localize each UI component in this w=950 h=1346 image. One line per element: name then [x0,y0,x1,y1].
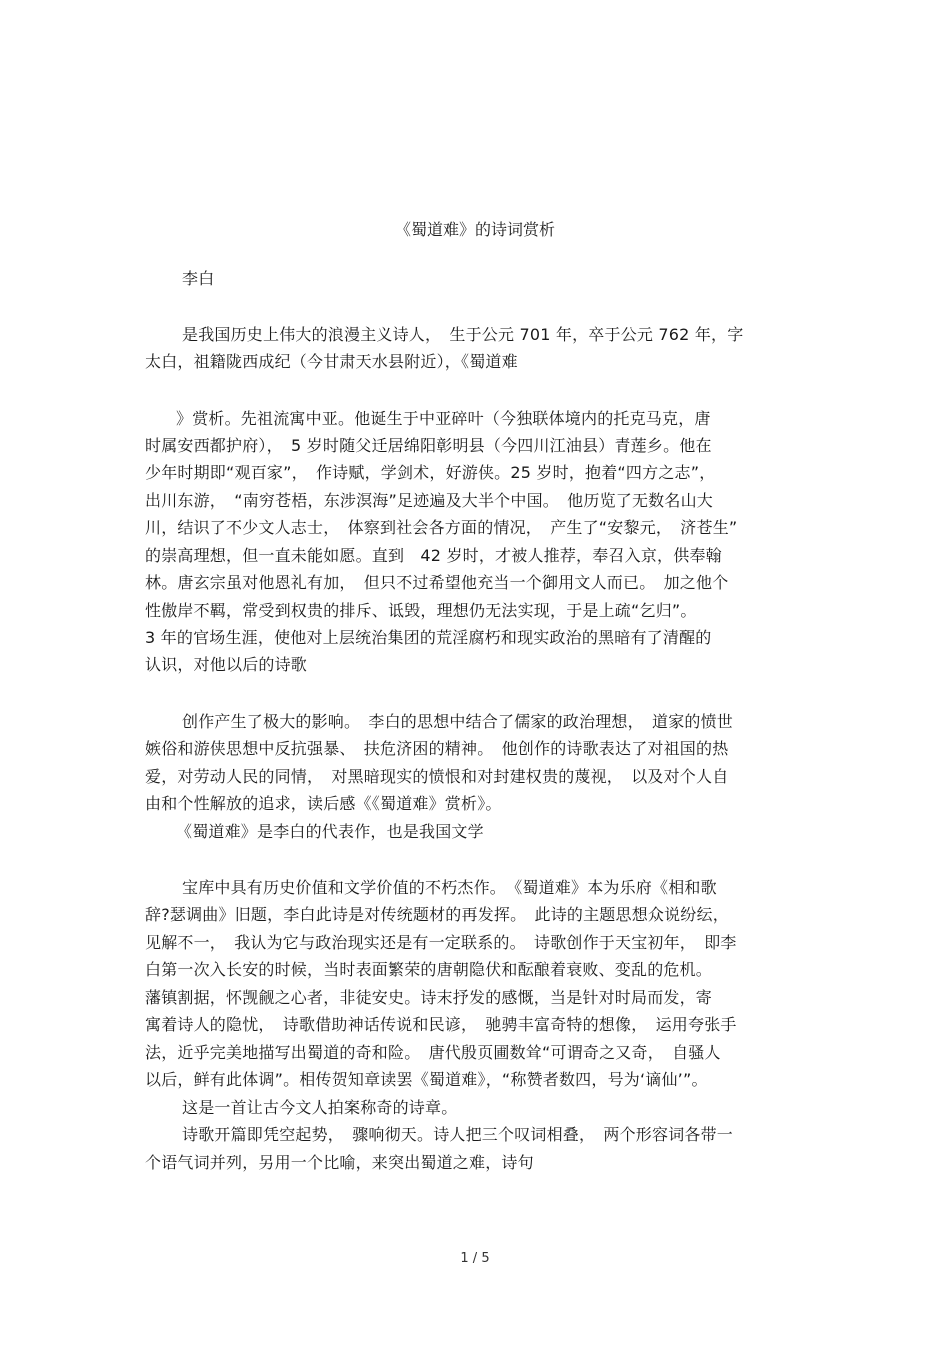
paragraph-line: 太白，祖籍陇西成纪（今甘肃天水县附近），《蜀道难 [145,352,518,371]
paragraph-line: 是我国历史上伟大的浪漫主义诗人， 生于公元 701 年，卒于公元 762 年，字 [182,325,744,344]
paragraph-line: 宝库中具有历史价值和文学价值的不朽杰作。 《蜀道难》本为乐府《相和歌 [182,878,717,897]
paragraph-line: 寓着诗人的隐忧， 诗歌借助神话传说和民谚， 驰骋丰富奇特的想像， 运用夸张手 [145,1015,737,1034]
paragraph-line: 《蜀道难》是李白的代表作，也是我国文学 [176,822,484,841]
paragraph-line: 由和个性解放的追求，读后感《《蜀道难》赏析》。 [145,794,502,813]
paragraph-line: 》赏析。先祖流寓中亚。他诞生于中亚碎叶（今独联体境内的托克马克，唐 [176,409,711,428]
paragraph-line: 林。唐玄宗虽对他恩礼有加， 但只不过希望他充当一个御用文人而已。 加之他个 [145,573,729,592]
paragraph-line: 嫉俗和游侠思想中反抗强暴、 扶危济困的精神。 他创作的诗歌表达了对祖国的热 [145,739,729,758]
paragraph-line: 白第一次入长安的时候，当时表面繁荣的唐朝隐伏和酝酿着衰败、变乱的危机。 [145,960,713,979]
paragraph-line: 川，结识了不少文人志士， 体察到社会各方面的情况， 产生了“安黎元， 济苍生” [145,518,738,537]
paragraph-line: 这是一首让古今文人拍案称奇的诗章。 [182,1098,458,1117]
paragraph-line: 见解不一， 我认为它与政治现实还是有一定联系的。 诗歌创作于天宝初年， 即李 [145,933,737,952]
author-line: 李白 [182,269,215,288]
paragraph-line: 的崇高理想，但一直未能如愿。直到 42 岁时，才被人推荐，奉召入京，供奉翰 [145,546,722,565]
paragraph-line: 出川东游， “南穷苍梧，东涉溟海”足迹遍及大半个中国。 他历览了无数名山大 [145,491,713,510]
paragraph-line: 爱，对劳动人民的同情， 对黑暗现实的愤恨和对封建权贵的蔑视， 以及对个人自 [145,767,729,786]
paragraph-line: 3 年的官场生涯，使他对上层统治集团的荒淫腐朽和现实政治的黑暗有了清醒的 [145,628,712,647]
page-number: 1 / 5 [460,1251,490,1266]
paragraph-line: 性傲岸不羁，常受到权贵的排斥、诋毁，理想仍无法实现，于是上疏“乞归”。 [145,601,697,620]
paragraph-line: 法，近乎完美地描写出蜀道的奇和险。 唐代殷页圃数耸“可谓奇之又奇， 自骚人 [145,1043,721,1062]
paragraph-line: 创作产生了极大的影响。 李白的思想中结合了儒家的政治理想， 道家的愤世 [182,712,734,731]
paragraph-line: 少年时期即“观百家”， 作诗赋，学剑术，好游侠。25 岁时，抱着“四方之志”， [145,463,716,482]
paragraph-line: 辞?瑟调曲》旧题，李白此诗是对传统题材的再发挥。 此诗的主题思想众说纷纭， [145,905,729,924]
paragraph-line: 个语气词并列，另用一个比喻，来突出蜀道之难，诗句 [145,1153,534,1172]
paragraph-line: 时属安西都护府）， 5 岁时随父迁居绵阳彰明县（今四川江油县）青莲乡。他在 [145,436,712,455]
document-title: 《蜀道难》的诗词赏析 [394,220,555,239]
paragraph-line: 认识，对他以后的诗歌 [145,655,308,674]
paragraph-line: 以后，鲜有此体调”。相传贺知章读罢《蜀道难》，“称赞者数四，号为‘谪仙’”。 [145,1070,708,1089]
paragraph-line: 藩镇割据，怀觊觎之心者，非徒安史。诗末抒发的感慨，当是针对时局而发，寄 [145,988,713,1007]
paragraph-line: 诗歌开篇即凭空起势， 骤响彻天。诗人把三个叹词相叠， 两个形容词各带一 [182,1125,734,1144]
